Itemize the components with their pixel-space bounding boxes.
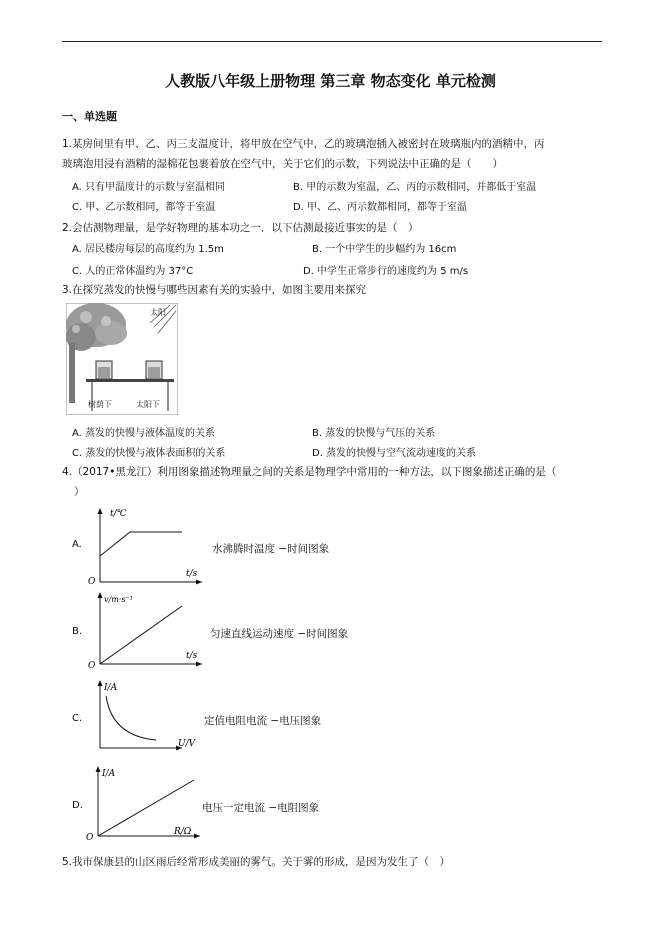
q4-stem-line2: ） [74, 486, 85, 498]
q3-option-c[interactable]: C. 蒸发的快慢与液体表面积的关系 [72, 448, 226, 459]
graph-d-origin: O [86, 833, 94, 842]
q5-stem: 5.我市保康县的山区雨后经常形成美丽的雾气。关于雾的形成，是因为发生了（ ） [62, 856, 451, 868]
page-title: 人教版八年级上册物理 第三章 物态变化 单元检测 [165, 72, 496, 90]
q1-option-b[interactable]: B. 甲的示数为室温，乙、丙的示数相同，并都低于室温 [293, 182, 537, 193]
under-sun-label: 太阳下 [136, 400, 160, 409]
graph-d [84, 762, 206, 845]
graph-c-ylabel: I/A [104, 683, 118, 693]
q4-option-c[interactable]: C. [72, 713, 83, 724]
q3-option-a[interactable]: A. 蒸发的快慢与液体温度的关系 [72, 428, 216, 439]
q2-option-d[interactable]: D. 中学生正常步行的速度约为 5 m/s [303, 266, 469, 277]
q4-option-b[interactable]: B. [72, 626, 83, 637]
q1-option-a[interactable]: A. 只有甲温度计的示数与室温相同 [72, 182, 226, 193]
q4-option-d[interactable]: D. [72, 800, 83, 811]
q1-option-d[interactable]: D. 甲、乙、丙示数都相同，都等于室温 [293, 202, 468, 213]
evaporation-experiment-figure [66, 303, 178, 415]
graph-a-ylabel: t/℃ [110, 509, 127, 519]
shade-label: 树荫下 [88, 400, 112, 409]
q3-option-d[interactable]: D. 蒸发的快慢与空气流动速度的关系 [312, 448, 477, 459]
graph-c-xlabel: U/V [178, 739, 196, 749]
q2-option-b[interactable]: B. 一个中学生的步幅约为 16cm [312, 244, 457, 255]
q4-option-a[interactable]: A. [72, 539, 82, 550]
q3-option-b[interactable]: B. 蒸发的快慢与气压的关系 [312, 428, 436, 439]
graph-b-origin: O [88, 661, 96, 670]
q2-option-c[interactable]: C. 人的正常体温约为 37°C [72, 266, 194, 277]
q1-stem-line1: 1.某房间里有甲、乙、丙三支温度计，将甲放在空气中，乙的玻璃泡插入被密封在玻璃瓶内的酒精中，丙 [62, 138, 545, 150]
sun-label: 太阳 [150, 308, 166, 317]
graph-a-xlabel: t/s [186, 569, 198, 579]
graph-b-curve [100, 606, 182, 664]
graph-b-caption: 匀速直线运动速度 −时间图象 [210, 628, 349, 640]
graph-b-xlabel: t/s [186, 651, 198, 661]
graph-b [86, 588, 206, 673]
q2-option-a[interactable]: A. 居民楼房每层的高度约为 1.5m [72, 244, 224, 255]
section-heading: 一、单选题 [62, 110, 117, 123]
q2-stem: 2.会估测物理量，是学好物理的基本功之一．以下估测最接近事实的是（ ） [62, 222, 419, 234]
graph-a-origin: O [88, 577, 96, 587]
graph-d-ylabel: I/A [102, 769, 116, 779]
graph-b-ylabel: v/m·s⁻¹ [104, 595, 133, 604]
top-rule [62, 41, 602, 42]
graph-c-curve [106, 696, 156, 740]
graph-d-caption: 电压一定电流 −电阻图象 [202, 802, 320, 814]
graph-a [86, 504, 206, 591]
graph-c-caption: 定值电阻电流 −电压图象 [204, 715, 322, 727]
experiment-illustration [66, 303, 178, 415]
graph-d-xlabel: R/Ω [174, 827, 192, 837]
q4-stem-line1: 4.（2017•黑龙江）利用图象描述物理量之间的关系是物理学中常用的一种方法，以下图象描述正确的是（ [62, 466, 557, 478]
q1-stem-line2: 玻璃泡用浸有酒精的湿棉花包裹着放在空气中，关于它们的示数，下列说法中正确的是（ ） [62, 158, 503, 170]
graph-c [86, 676, 210, 757]
graph-a-curve [100, 532, 182, 556]
q3-stem: 3.在探究蒸发的快慢与哪些因素有关的实验中，如图主要用来探究 [62, 284, 367, 296]
q1-option-c[interactable]: C. 甲、乙示数相同，都等于室温 [72, 202, 216, 213]
graph-a-caption: 水沸腾时温度 −时间图象 [212, 543, 330, 555]
